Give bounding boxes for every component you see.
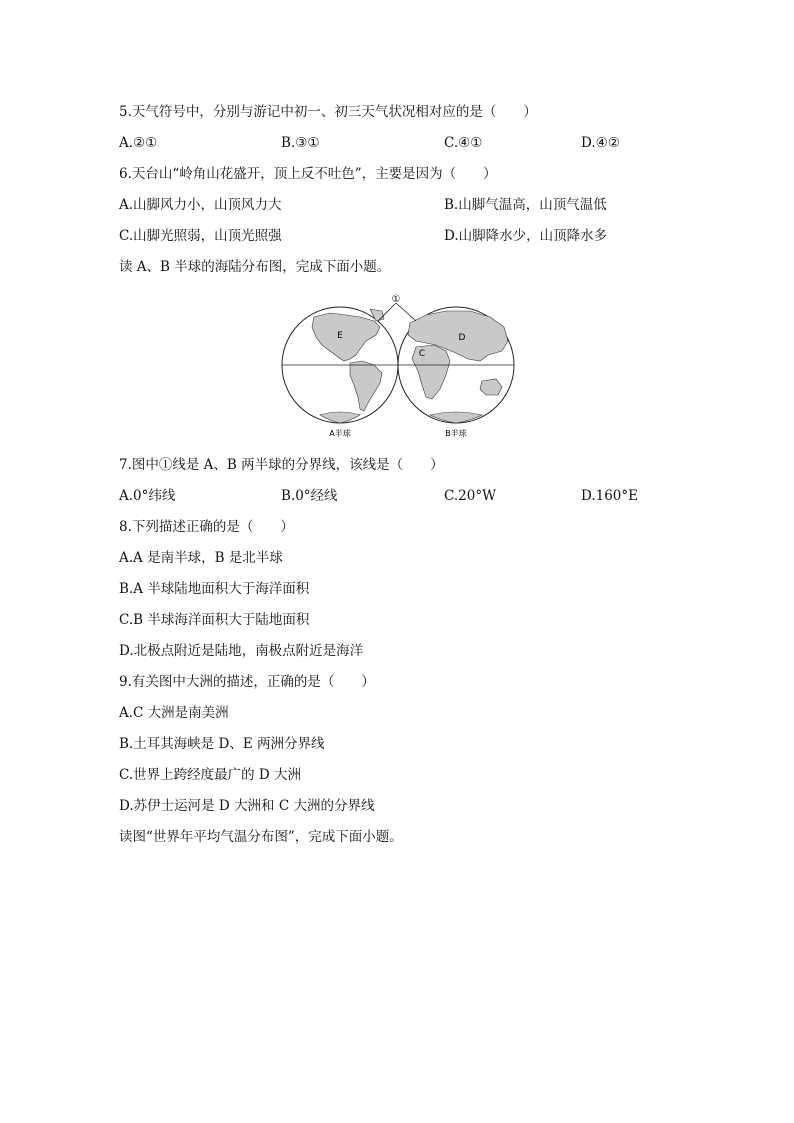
caption-b: B半球 — [445, 429, 467, 438]
q9-option-c: C.世界上跨经度最广的 D 大洲 — [119, 767, 302, 783]
boundary-marker: ① — [391, 294, 401, 305]
q7-stem: 7.图中①线是 A、B 两半球的分界线，该线是（ ） — [119, 457, 444, 473]
q6-stem: 6.天台山“岭角山花盛开，顶上反不吐色”，主要是因为（ ） — [119, 166, 497, 182]
q5-option-b: B.③① — [281, 135, 320, 151]
q5-option-c: C.④① — [444, 135, 483, 151]
boundary-leader-right — [396, 303, 416, 321]
q5-option-d: D.④② — [581, 135, 620, 151]
q8-option-a: A.A 是南半球，B 是北半球 — [119, 550, 283, 566]
q7-option-b: B.0°经线 — [281, 488, 338, 504]
q8-option-d: D.北极点附近是陆地，南极点附近是海洋 — [119, 643, 364, 659]
hemispheres-map — [280, 293, 516, 441]
q9-option-a: A.C 大洲是南美洲 — [119, 705, 229, 721]
q7-option-a: A.0°纬线 — [119, 488, 176, 504]
q9-stem: 9.有关图中大洲的描述，正确的是（ ） — [119, 674, 375, 690]
q9-option-d: D.苏伊士运河是 D 大洲和 C 大洲的分界线 — [119, 798, 375, 814]
temp-map-intro: 读图“世界年平均气温分布图”，完成下面小题。 — [119, 829, 403, 845]
label-d: D — [458, 333, 466, 343]
q8-stem: 8.下列描述正确的是（ ） — [119, 519, 294, 535]
q6-option-a: A.山脚风力小，山顶风力大 — [119, 197, 282, 213]
q6-option-d: D.山脚降水少，山顶降水多 — [444, 228, 608, 244]
q7-option-d: D.160°E — [581, 488, 639, 504]
q8-option-c: C.B 半球海洋面积大于陆地面积 — [119, 612, 310, 628]
label-e: E — [337, 331, 343, 341]
q5-stem: 5.天气符号中，分别与游记中初一、初三天气状况相对应的是（ ） — [119, 104, 537, 120]
q8-option-b: B.A 半球陆地面积大于海洋面积 — [119, 581, 310, 597]
antarctica-b-shape — [430, 412, 482, 423]
caption-a: A半球 — [329, 429, 351, 438]
q6-option-b: B.山脚气温高，山顶气温低 — [444, 197, 607, 213]
q7-option-c: C.20°W — [444, 488, 496, 504]
map-intro: 读 A、B 半球的海陆分布图，完成下面小题。 — [119, 259, 391, 275]
q6-option-c: C.山脚光照弱，山顶光照强 — [119, 228, 282, 244]
q5-option-a: A.②① — [119, 135, 158, 151]
q9-option-b: B.土耳其海峡是 D、E 两洲分界线 — [119, 736, 325, 752]
label-c: C — [418, 349, 426, 359]
